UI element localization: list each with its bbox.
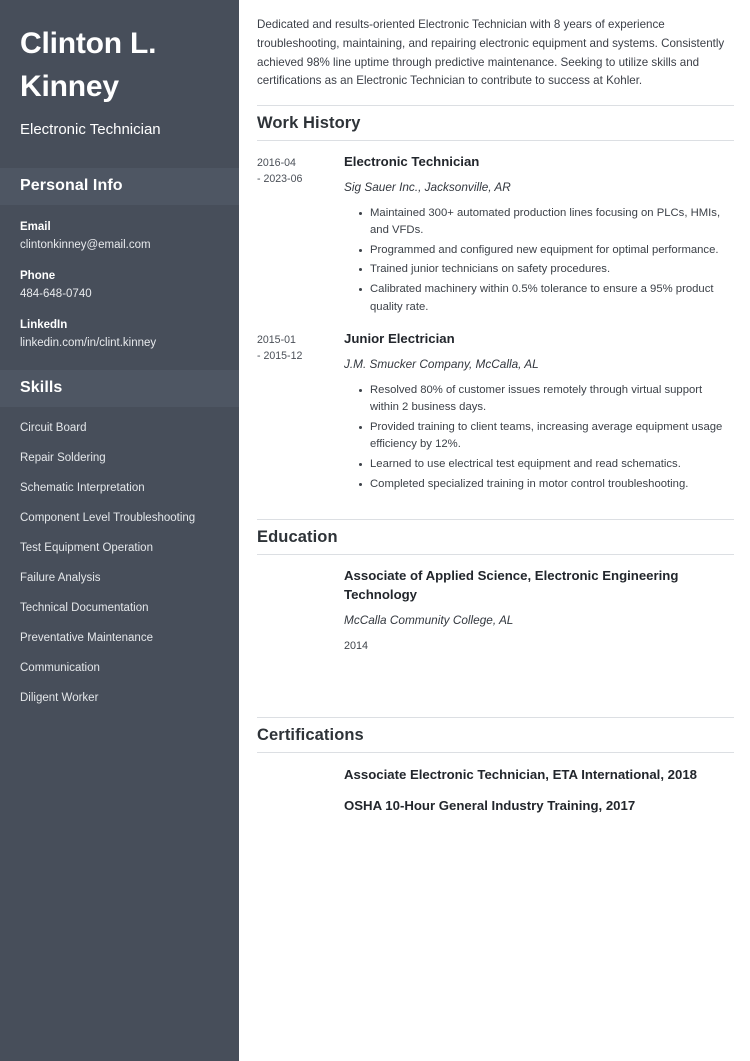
education-entry-dates [257,567,344,654]
work-entry-date-start: 2015-01 [257,334,296,347]
contact-label-email: Email [20,220,51,233]
work-entry-title: Junior Electrician [344,331,455,347]
skill-item: Failure Analysis [20,571,101,584]
name-block [0,22,239,140]
education-entry [257,555,734,654]
work-entry-bullet: Programmed and configured new equipment for optimal performance. [359,242,730,260]
education-entry-year: 2014 [344,640,369,653]
work-entry [257,141,734,318]
certification-entry [257,753,734,784]
education-entry-school: McCalla Community College, AL [344,612,514,627]
work-entry-bullet: Trained junior technicians on safety procedures. [359,261,730,279]
professional-summary: Dedicated and results-oriented Electronic Technician with 8 years of experience troubleshooting, maintaining, and repairing electronic equipment and systems. Consistently achieved 98% line uptime through predictive maintenance. Seeking to utilize skills and certifications as an Electronic Technician to contribute to success at Kohler. [257,18,725,88]
skills-list [0,407,239,706]
contact-value-email[interactable]: clintonkinney@email.com [20,239,151,252]
contact-item-linkedin [20,317,219,353]
contact-item-email [20,219,219,255]
skill-item: Component Level Troubleshooting [20,511,196,524]
work-entry-bullet: Calibrated machinery within 0.5% tolerance to ensure a 95% product quality rate. [359,281,730,316]
section-certifications [257,717,734,816]
education-entry-degree: Associate of Applied Science, Electronic Engineering Technology [344,568,679,603]
sidebar [0,0,239,1061]
sidebar-section-header-personal-info: Personal Info [0,168,239,205]
work-entry-bullet: Maintained 300+ automated production lines focusing on PLCs, HMIs, and VFDs. [359,205,730,240]
work-entry-bullets [344,205,730,317]
work-entry-company: J.M. Smucker Company, McCalla, AL [344,356,539,371]
skill-item: Technical Documentation [20,601,149,614]
work-entry-title: Electronic Technician [344,154,480,170]
contact-label-linkedin: LinkedIn [20,319,68,331]
work-entry-bullet: Learned to use electrical test equipment and read schematics. [359,456,730,474]
work-entry-dates [257,330,344,495]
skill-item: Preventative Maintenance [20,631,153,644]
candidate-job-title: Electronic Technician [20,121,161,139]
work-entry-company: Sig Sauer Inc., Jacksonville, AR [344,179,511,194]
skill-item: Circuit Board [20,422,87,435]
contact-label-phone: Phone [20,269,56,282]
work-entry-bullets [344,382,730,494]
work-entry-body [344,153,734,318]
certification-entry-dates [257,797,344,815]
work-entry-dates [257,153,344,318]
main-content [239,0,750,1061]
skill-item: Communication [20,661,100,674]
contact-item-phone [20,268,219,304]
candidate-name: Clinton L. Kinney [20,27,157,104]
skill-item: Test Equipment Operation [20,541,153,554]
skill-item: Repair Soldering [20,452,106,465]
certification-entry [257,784,734,815]
section-work-history [257,105,734,495]
work-entry-date-end: - 2015-12 [257,350,303,363]
work-entry-bullet: Completed specialized training in motor control troubleshooting. [359,476,730,494]
contact-value-linkedin[interactable]: linkedin.com/in/clint.kinney [20,337,157,350]
certification-entry-dates [257,766,344,784]
education-entry-body [344,567,734,654]
work-entry-body [344,330,734,495]
certification-entry-title: Associate Electronic Technician, ETA International, 2018 [344,766,697,782]
work-entry-bullet: Resolved 80% of customer issues remotely through virtual support within 2 business days. [359,382,730,417]
section-education [257,519,734,682]
education-section-spacer [257,655,734,683]
section-title-education: Education [257,519,734,555]
section-title-certifications: Certifications [257,717,734,753]
work-entry [257,318,734,495]
contact-value-phone[interactable]: 484-648-0740 [20,288,92,301]
certification-entry-title: OSHA 10-Hour General Industry Training, 2017 [344,798,636,814]
section-title-work-history: Work History [257,105,734,141]
work-entry-date-end: - 2023-06 [257,173,303,186]
sidebar-section-header-skills: Skills [0,370,239,407]
work-entry-bullet: Provided training to client teams, increasing average equipment usage efficiency by 12%. [359,419,730,454]
skill-item: Diligent Worker [20,691,99,704]
skill-item: Schematic Interpretation [20,482,145,494]
work-entry-date-start: 2016-04 [257,157,296,170]
personal-info-list [0,205,239,353]
